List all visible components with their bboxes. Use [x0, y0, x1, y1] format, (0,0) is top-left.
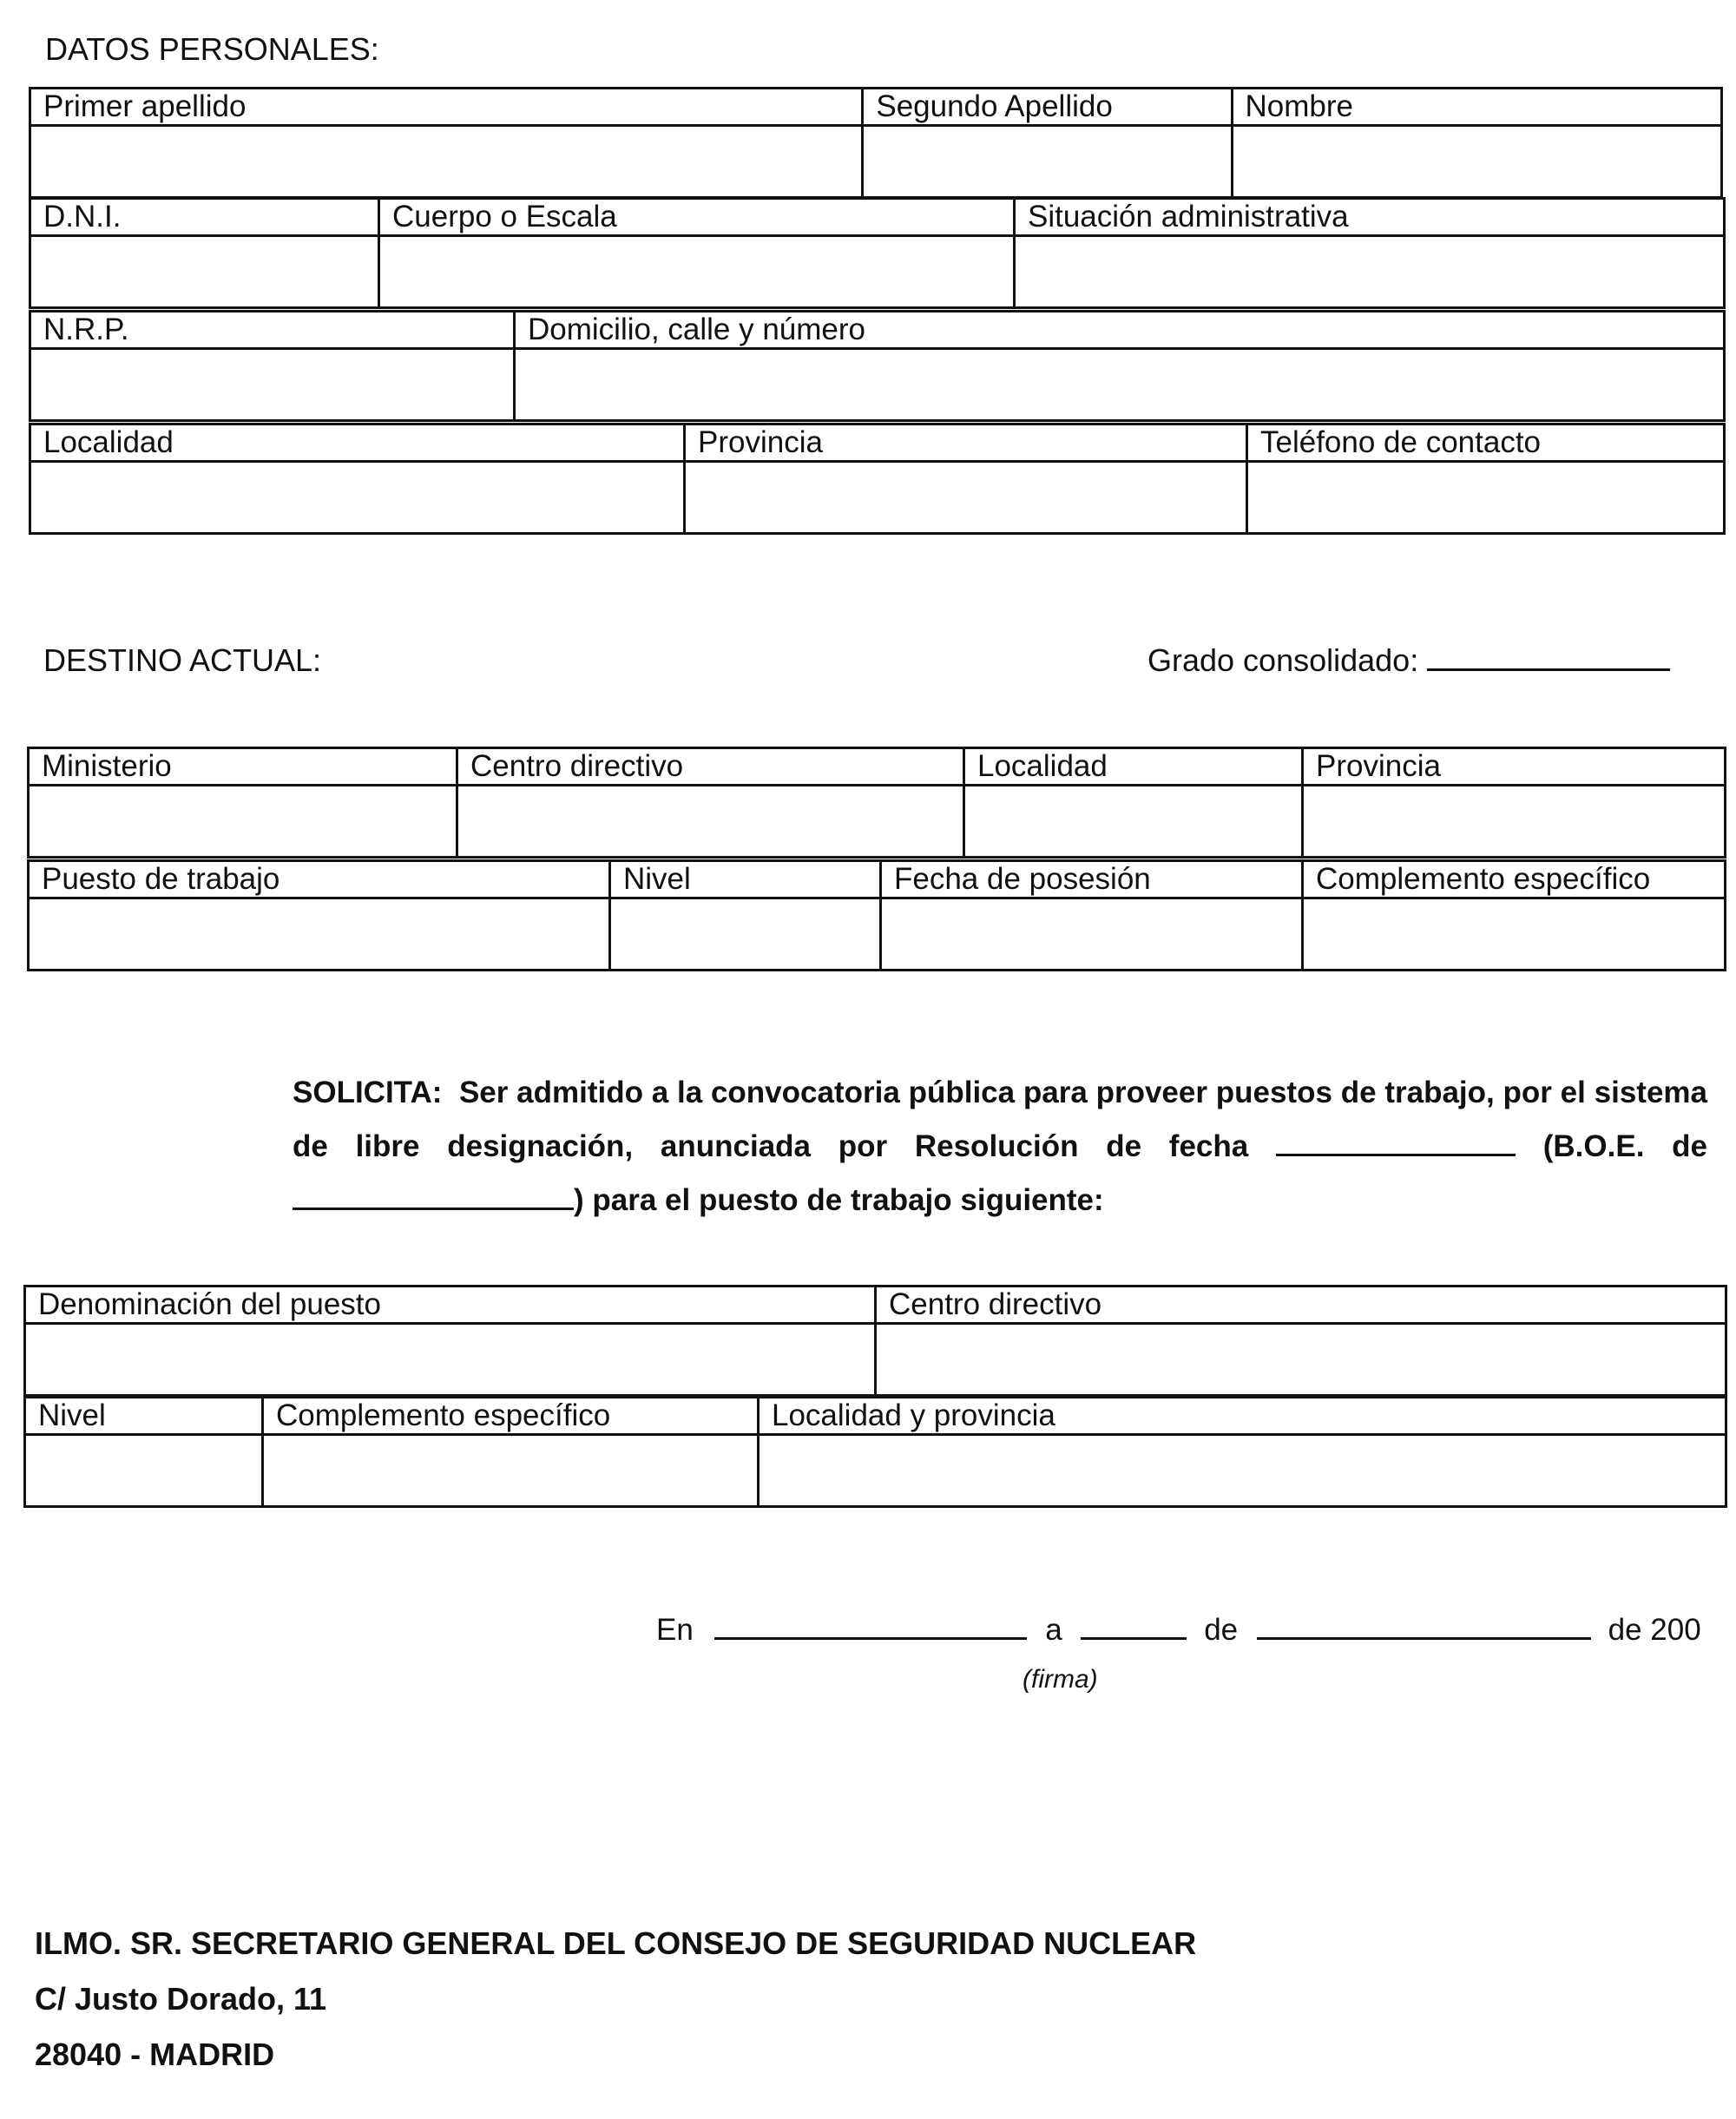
destinatario-line-3: 28040 - MADRID	[35, 2037, 275, 2072]
centro-directivo-solicitado-field[interactable]	[876, 1324, 1726, 1396]
destino-localidad-field[interactable]	[964, 786, 1303, 858]
complemento-field[interactable]	[1303, 898, 1726, 971]
localidad-label: Localidad	[30, 424, 685, 462]
solicita-text: Ser admitido a la convocatoria pública para proveer puestos de trabajo, por el sistema de libre designación, anunciada por Resolución de fecha	[293, 1076, 1707, 1163]
provincia-label: Provincia	[685, 424, 1247, 462]
mes-field[interactable]	[1257, 1611, 1591, 1640]
centro-directivo-solicitado-label: Centro directivo	[876, 1287, 1726, 1324]
puesto-solicitado-table-2	[23, 1396, 1727, 1508]
dia-field[interactable]	[1081, 1611, 1187, 1640]
destino-provincia-label: Provincia	[1303, 748, 1726, 786]
solicita-text-end: ) para el puesto de trabajo siguiente:	[574, 1183, 1104, 1217]
fecha-resolucion-field[interactable]	[1276, 1128, 1516, 1156]
puesto-trabajo-label: Puesto de trabajo	[29, 861, 610, 898]
nrp-field[interactable]	[30, 349, 515, 421]
destinatario-line-2: C/ Justo Dorado, 11	[35, 1981, 327, 2017]
localidad-field[interactable]	[30, 462, 685, 534]
dni-field[interactable]	[30, 236, 379, 308]
destino-provincia-field[interactable]	[1303, 786, 1726, 858]
solicita-paragraph	[293, 1066, 1707, 1227]
nivel-label: Nivel	[610, 861, 881, 898]
cuerpo-escala-label: Cuerpo o Escala	[379, 199, 1015, 236]
segundo-apellido-field[interactable]	[863, 126, 1232, 198]
denominacion-field[interactable]	[25, 1324, 876, 1396]
lugar-field[interactable]	[714, 1611, 1027, 1640]
boe-fecha-field[interactable]	[293, 1181, 574, 1210]
en-label: En	[656, 1613, 694, 1647]
nombre-field[interactable]	[1232, 126, 1721, 198]
complemento-solicitado-field[interactable]	[263, 1435, 759, 1507]
localidad-provincia-label: Localidad y provincia	[759, 1398, 1726, 1435]
provincia-field[interactable]	[685, 462, 1247, 534]
datos-personales-table-2	[29, 197, 1726, 309]
nivel-field[interactable]	[610, 898, 881, 971]
datos-personales-table-3	[29, 310, 1726, 422]
complemento-label: Complemento específico	[1303, 861, 1726, 898]
firma-label: (firma)	[1023, 1665, 1098, 1694]
destino-actual-table-2	[27, 859, 1726, 971]
solicita-label: SOLICITA:	[293, 1076, 443, 1109]
a-label: a	[1045, 1613, 1062, 1647]
grado-consolidado	[1147, 642, 1670, 679]
segundo-apellido-label: Segundo Apellido	[863, 89, 1232, 126]
telefono-field[interactable]	[1247, 462, 1725, 534]
cuerpo-escala-field[interactable]	[379, 236, 1015, 308]
datos-personales-table	[29, 87, 1723, 199]
nivel-solicitado-label: Nivel	[25, 1398, 263, 1435]
de-label: de	[1204, 1613, 1239, 1647]
centro-directivo-label: Centro directivo	[457, 748, 964, 786]
destino-actual-title: DESTINO ACTUAL:	[43, 642, 322, 678]
complemento-solicitado-label: Complemento específico	[263, 1398, 759, 1435]
ministerio-field[interactable]	[29, 786, 457, 858]
destino-localidad-label: Localidad	[964, 748, 1303, 786]
centro-directivo-field[interactable]	[457, 786, 964, 858]
primer-apellido-field[interactable]	[30, 126, 863, 198]
primer-apellido-label: Primer apellido	[30, 89, 863, 126]
telefono-label: Teléfono de contacto	[1247, 424, 1725, 462]
fecha-posesion-field[interactable]	[881, 898, 1303, 971]
nrp-label: N.R.P.	[30, 312, 515, 349]
nivel-solicitado-field[interactable]	[25, 1435, 263, 1507]
denominacion-label: Denominación del puesto	[25, 1287, 876, 1324]
grado-consolidado-label: Grado consolidado:	[1147, 642, 1419, 678]
destinatario-line-1: ILMO. SR. SECRETARIO GENERAL DEL CONSEJO DE SEGURIDAD NUCLEAR	[35, 1925, 1197, 1961]
nombre-label: Nombre	[1232, 89, 1721, 126]
datos-personales-title: DATOS PERSONALES:	[45, 31, 379, 67]
dni-label: D.N.I.	[30, 199, 379, 236]
grado-consolidado-field[interactable]	[1427, 642, 1670, 671]
situacion-field[interactable]	[1015, 236, 1725, 308]
datos-personales-table-4	[29, 423, 1726, 535]
ministerio-label: Ministerio	[29, 748, 457, 786]
domicilio-field[interactable]	[515, 349, 1725, 421]
puesto-trabajo-field[interactable]	[29, 898, 610, 971]
localidad-provincia-field[interactable]	[759, 1435, 1726, 1507]
boe-label: (B.O.E. de	[1542, 1129, 1708, 1163]
fecha-lugar-line	[656, 1611, 1701, 1648]
situacion-label: Situación administrativa	[1015, 199, 1725, 236]
puesto-solicitado-table	[23, 1285, 1727, 1397]
fecha-posesion-label: Fecha de posesión	[881, 861, 1303, 898]
domicilio-label: Domicilio, calle y número	[515, 312, 1725, 349]
destino-actual-table	[27, 747, 1726, 859]
de-200-label: de 200	[1608, 1613, 1701, 1647]
